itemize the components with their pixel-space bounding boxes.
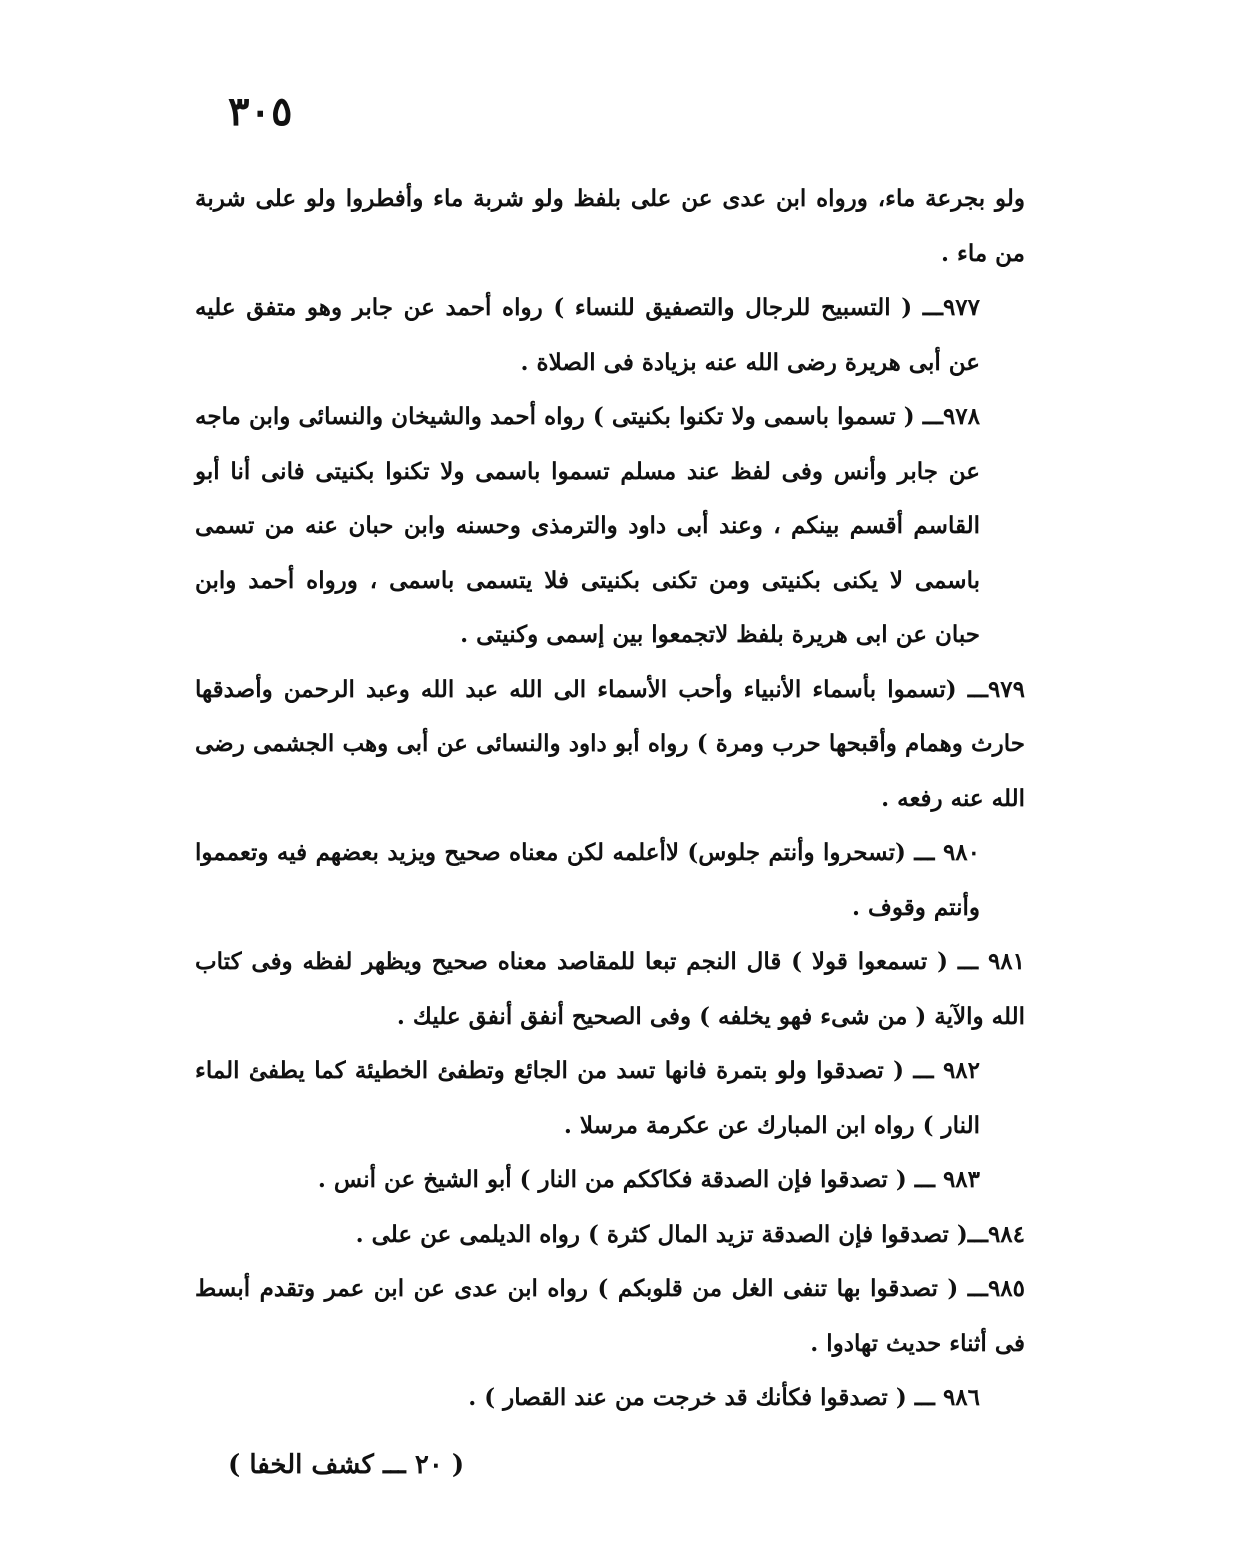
hadith-983: ٩٨٣ ـــ ( تصدقوا فإن الصدقة فكاككم من النار ) أبو الشيخ عن أنس . [317, 1166, 980, 1193]
text-body [195, 172, 1025, 1426]
footer-signature: ( ٢٠ ـــ كشف الخفا ) [228, 1450, 465, 1480]
hadith-981: ٩٨١ ـــ ( تسمعوا قولا ) قال النجم تبعا للمقاصد معناه صحيح ويظهر لفظه وفى كتاب الله والآية ( من شىء فهو يخلفه ) وفى الصحيح أنفق أنفق عليك . [195, 948, 1025, 1030]
hadith-982: ٩٨٢ ـــ ( تصدقوا ولو بتمرة فانها تسد من الجائع وتطفئ الخطيئة كما يطفئ الماء النار ) رواه ابن المبارك عن عكرمة مرسلا . [195, 1057, 980, 1139]
hadith-986: ٩٨٦ ـــ ( تصدقوا فكأنك قد خرجت من عند القصار ) . [468, 1384, 980, 1411]
hadith-978: ٩٧٨ـــ ( تسموا باسمى ولا تكنوا بكنيتى ) رواه أحمد والشيخان والنسائى وابن ماجه عن جابر وأنس وفى لفظ عند مسلم تسموا باسمى ولا تكنوا بكنيتى فانى أنا أبو القاسم أقسم بينكم ، وعند أبى داود والترمذى وحسنه وابن حبان عنه من تسمى باسمى لا يكنى بكنيتى ومن تكنى بكنيتى فلا يتسمى باسمى ، ورواه أحمد وابن حبان عن ابى هريرة بلفظ لاتجمعوا بين إسمى وكنيتى . [195, 403, 980, 648]
page-number: ٣٠٥ [228, 88, 293, 135]
hadith-980: ٩٨٠ ـــ (تسحروا وأنتم جلوس) لاأعلمه لكن معناه صحيح ويزيد بعضهم فيه وتعمموا وأنتم وقوف . [195, 839, 980, 921]
hadith-985: ٩٨٥ـــ ( تصدقوا بها تنفى الغل من قلوبكم ) رواه ابن عدى عن ابن عمر وتقدم أبسط فى أثناء حديث تهادوا . [195, 1275, 1025, 1357]
hadith-977: ٩٧٧ـــ ( التسبيح للرجال والتصفيق للنساء ) رواه أحمد عن جابر وهو متفق عليه عن أبى هريرة رضى الله عنه بزيادة فى الصلاة . [195, 294, 980, 376]
hadith-984: ٩٨٤ـــ( تصدقوا فإن الصدقة تزيد المال كثرة ) رواه الديلمى عن على . [355, 1220, 1025, 1248]
hadith-979: ٩٧٩ـــ (تسموا بأسماء الأنبياء وأحب الأسماء الى الله عبد الله وعبد الرحمن وأصدقها حارث وهمام وأقبحها حرب ومرة ) رواه أبو داود والنسائى عن أبى وهب الجشمى رضى الله عنه رفعه . [195, 675, 1025, 812]
paragraph-continuation: ولو بجرعة ماء، ورواه ابن عدى عن على بلفظ ولو شربة ماء وأفطروا ولو على شربة من ماء . [195, 185, 1025, 267]
